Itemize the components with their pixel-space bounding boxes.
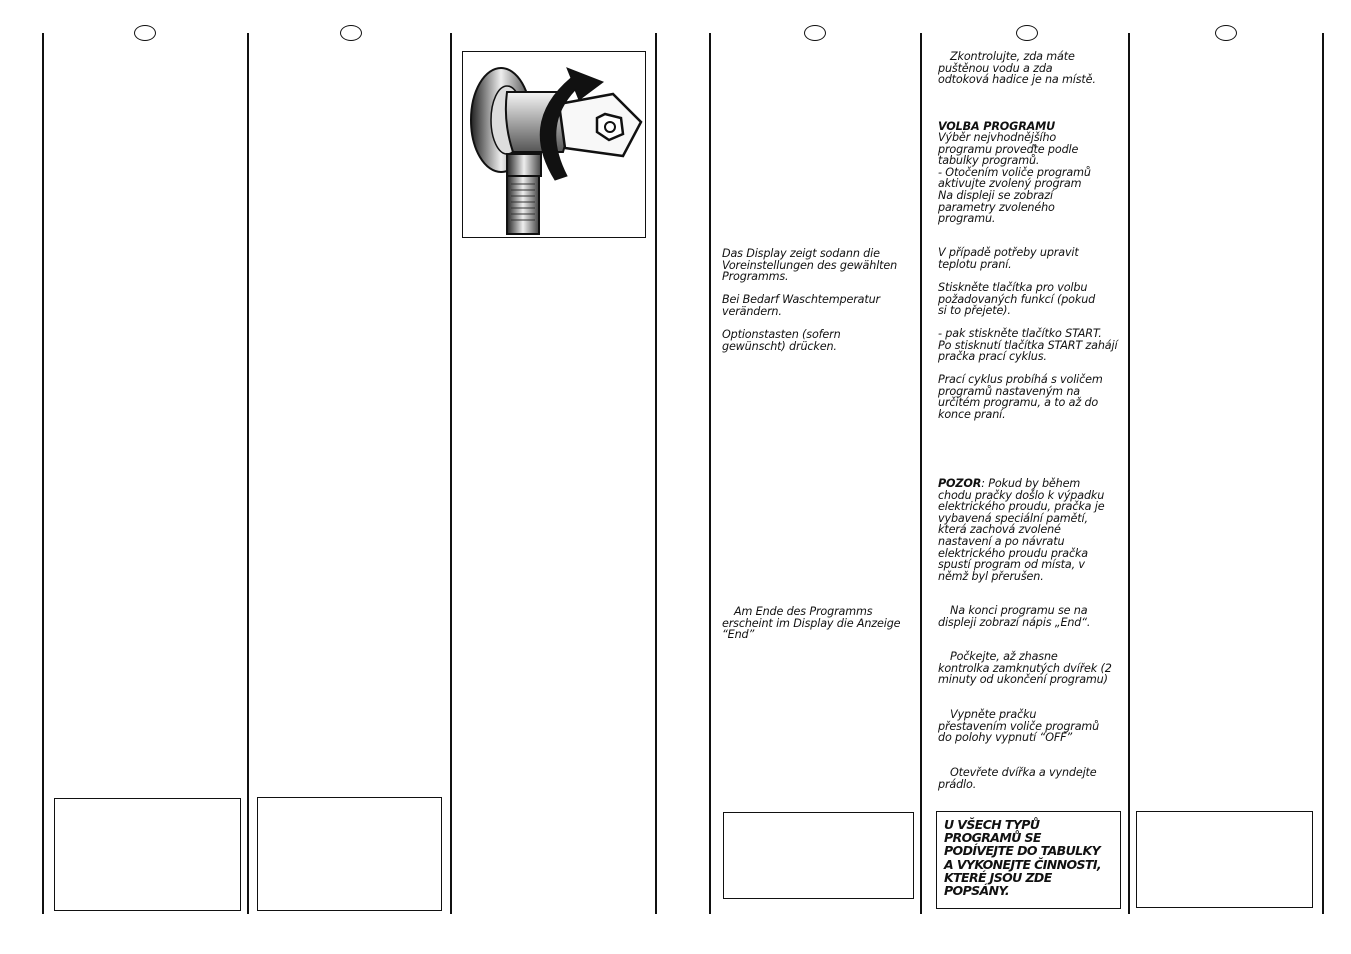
cz-temperature-text: V případě potřeby upravit teplotu praní. xyxy=(938,246,1079,271)
language-marker xyxy=(804,25,826,41)
cz-cycle-text: Prací cyklus probíhá s voličem programů nastaveným na určitém programu, a to až do konce praní. xyxy=(938,373,1103,421)
cz-end-text: Na konci programu se na displeji zobrazí nápis „End“. xyxy=(938,604,1091,629)
column-divider xyxy=(1128,33,1130,914)
de-end-text: Am Ende des Programms erscheint im Display die Anzeige “End” xyxy=(722,605,901,642)
empty-note-box xyxy=(723,812,914,899)
cz-program-heading: VOLBA PROGRAMU xyxy=(938,120,1056,133)
cz-start-text: - pak stiskněte tlačítko START. Po stisknutí tlačítka START zahájí pračka prací cyklus. xyxy=(938,327,1118,364)
column-divider xyxy=(655,33,657,914)
column-divider xyxy=(450,33,452,914)
water-tap-open-icon xyxy=(463,52,645,237)
column-divider xyxy=(1322,33,1324,914)
cz-wait-text: Počkejte, až zhasne kontrolka zamknutých dvířek (2 minuty od ukončení programu) xyxy=(938,650,1112,687)
empty-note-box xyxy=(1136,811,1313,908)
cz-program-text: Výběr nejvhodnějšího programu proveďte podle tabulky programů. - Otočením voliče programů aktivujte zvolený program Na displeji se zobrazí parametry zvoleného programu. xyxy=(938,131,1091,226)
column-divider xyxy=(247,33,249,914)
language-marker xyxy=(340,25,362,41)
language-marker xyxy=(1016,25,1038,41)
empty-note-box xyxy=(257,797,442,911)
column-divider xyxy=(920,33,922,914)
language-marker xyxy=(134,25,156,41)
cz-open-text: Otevřete dvířka a vyndejte prádlo. xyxy=(938,766,1097,791)
notice-box-text: U VŠECH TYPŮ PROGRAMŮ SE PODÍVEJTE DO TABULKY A VYKONEJTE ČINNOSTI, KTERÉ JSOU ZDE POPSÁNY. xyxy=(944,817,1102,899)
column-divider xyxy=(709,33,711,914)
language-marker xyxy=(1215,25,1237,41)
cz-check-text: Zkontrolujte, zda máte puštěnou vodu a zda odtoková hadice je na místě. xyxy=(938,50,1096,87)
cz-warning-label: POZOR xyxy=(938,477,982,490)
de-options-text: Optionstasten (sofern gewünscht) drücken. xyxy=(722,328,841,353)
cz-buttons-text: Stiskněte tlačítka pro volbu požadovaných funkcí (pokud si to přejete). xyxy=(938,281,1096,318)
cz-warning-text: POZOR: Pokud by během chodu pračky došlo k výpadku elektrického proudu, pračka je vybavená speciální pamětí, která zachová zvolené nastavení a po návratu elektrického proudu pračka spustí program od místa, v němž byl přerušen. xyxy=(938,477,1105,583)
de-display-text: Das Display zeigt sodann die Voreinstellungen des gewählten Programms. xyxy=(722,247,898,284)
cz-off-text: Vypněte pračku přestavením voliče programů do polohy vypnutí “OFF” xyxy=(938,708,1100,745)
tap-illustration xyxy=(462,51,646,238)
empty-note-box xyxy=(54,798,241,911)
de-temperature-text: Bei Bedarf Waschtemperatur verändern. xyxy=(722,293,880,318)
column-divider xyxy=(42,33,44,914)
